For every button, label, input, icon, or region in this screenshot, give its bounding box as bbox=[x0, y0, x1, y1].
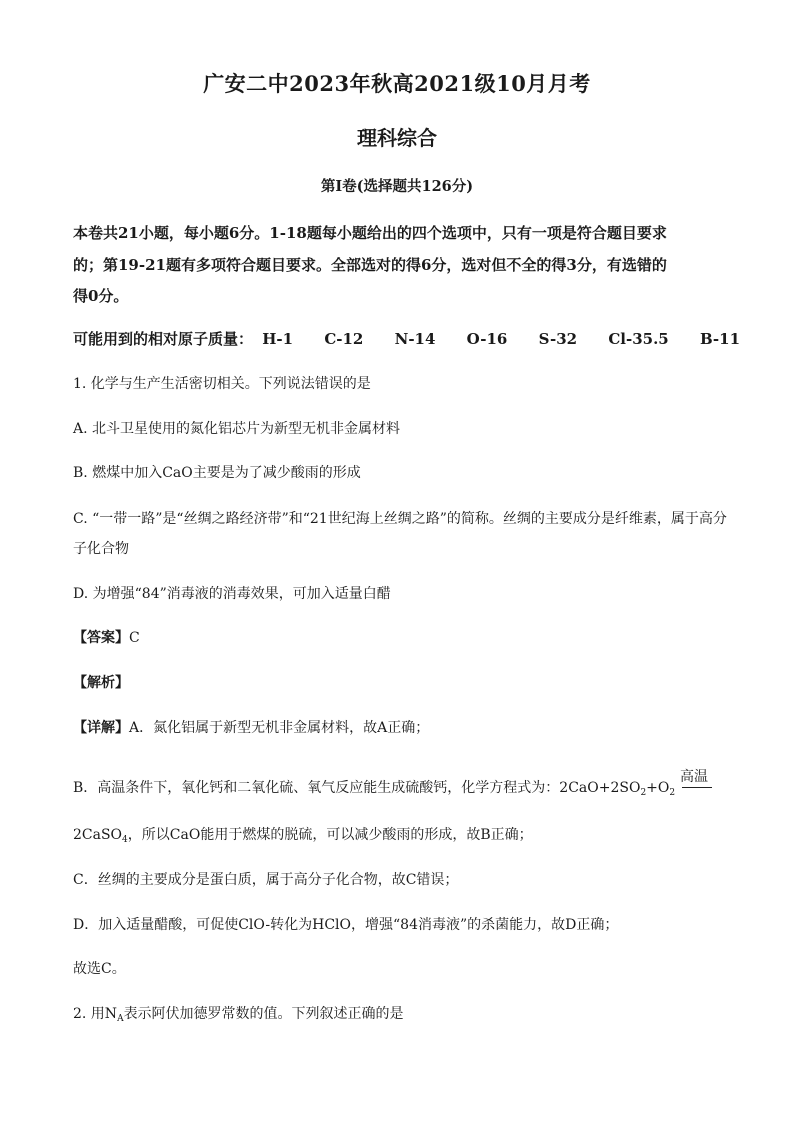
detail-b-line-1 bbox=[73, 777, 675, 798]
subscript: 2 bbox=[669, 788, 676, 798]
subscript: 4 bbox=[122, 835, 128, 845]
analysis-label: 【解析】 bbox=[73, 675, 129, 691]
atomic-masses bbox=[73, 328, 766, 349]
instructions-line-1: 本卷共21小题，每小题6分。1-18题每小题给出的四个选项中，只有一项是符合题目要求 bbox=[73, 224, 667, 242]
question-2-text: 2. 用N bbox=[73, 1006, 118, 1022]
question-1-option-a: A. 北斗卫星使用的氮化铝芯片为新型无机非金属材料 bbox=[73, 421, 401, 437]
answer-label: 【答案】 bbox=[73, 630, 129, 646]
reaction-condition: 高温 bbox=[680, 769, 708, 785]
detail-b-conclusion: ，所以CaO能用于燃煤的脱硫，可以减少酸雨的形成，故B正确； bbox=[127, 827, 533, 843]
conclusion: 故选C。 bbox=[73, 961, 126, 977]
detail-b-text: B．高温条件下，氧化钙和二氧化硫、氧气反应能生成硫酸钙，化学方程式为：2CaO+2SO bbox=[73, 780, 641, 796]
question-1-stem: 1. 化学与生产生活密切相关。下列说法错误的是 bbox=[73, 376, 371, 392]
question-2-stem bbox=[73, 1003, 404, 1024]
subscript: 2 bbox=[640, 788, 647, 798]
atomic-masses-label: 可能用到的相对原子质量： bbox=[73, 330, 254, 348]
instructions-line-3: 得0分。 bbox=[73, 287, 129, 305]
question-1-option-c-line-2: 子化合物 bbox=[73, 541, 129, 557]
atomic-mass-item: H-1 bbox=[262, 330, 294, 348]
detail-a-text: A．氮化铝属于新型无机非金属材料，故A正确； bbox=[129, 720, 430, 736]
question-2-text-rest: 表示阿伏加德罗常数的值。下列叙述正确的是 bbox=[123, 1006, 404, 1022]
question-1-option-b: B. 燃煤中加入CaO主要是为了减少酸雨的形成 bbox=[73, 465, 361, 481]
atomic-mass-item: S-32 bbox=[538, 330, 578, 348]
atomic-mass-item: C-12 bbox=[324, 330, 364, 348]
atomic-mass-item: B-11 bbox=[699, 330, 741, 348]
answer-line bbox=[73, 627, 140, 647]
detail-b-product: 2CaSO bbox=[73, 827, 123, 843]
detail-label: 【详解】 bbox=[73, 720, 129, 736]
question-1-option-d: D. 为增强“84”消毒液的消毒效果，可加入适量白醋 bbox=[73, 586, 391, 602]
atomic-mass-item: Cl-35.5 bbox=[608, 330, 669, 348]
subscript: A bbox=[117, 1014, 124, 1024]
detail-d: D．加入适量醋酸，可促使ClO-转化为HClO，增强“84消毒液”的杀菌能力，故D正确； bbox=[73, 917, 619, 933]
detail-b-o2: +O bbox=[646, 780, 670, 796]
atomic-mass-item: O-16 bbox=[466, 330, 508, 348]
detail-a bbox=[73, 717, 429, 737]
exam-title: 广安二中2023年秋高2021级10月月考 bbox=[203, 71, 591, 96]
section-title: 第I卷(选择题共126分) bbox=[320, 178, 474, 195]
question-1-option-c-line-1: C. “一带一路”是“丝绸之路经济带”和“21世纪海上丝绸之路”的简称。丝绸的主要成分是纤维素，属于高分 bbox=[73, 511, 727, 527]
reaction-arrow-line bbox=[682, 787, 712, 788]
answer-value: C bbox=[129, 630, 140, 646]
detail-b-line-2 bbox=[73, 824, 533, 845]
instructions-line-2: 的；第19-21题有多项符合题目要求。全部选对的得6分，选对但不全的得3分，有选错的 bbox=[73, 256, 667, 274]
atomic-mass-item: N-14 bbox=[394, 330, 436, 348]
detail-c: C．丝绸的主要成分是蛋白质，属于高分子化合物，故C错误； bbox=[73, 872, 459, 888]
subject-title: 理科综合 bbox=[357, 126, 437, 150]
